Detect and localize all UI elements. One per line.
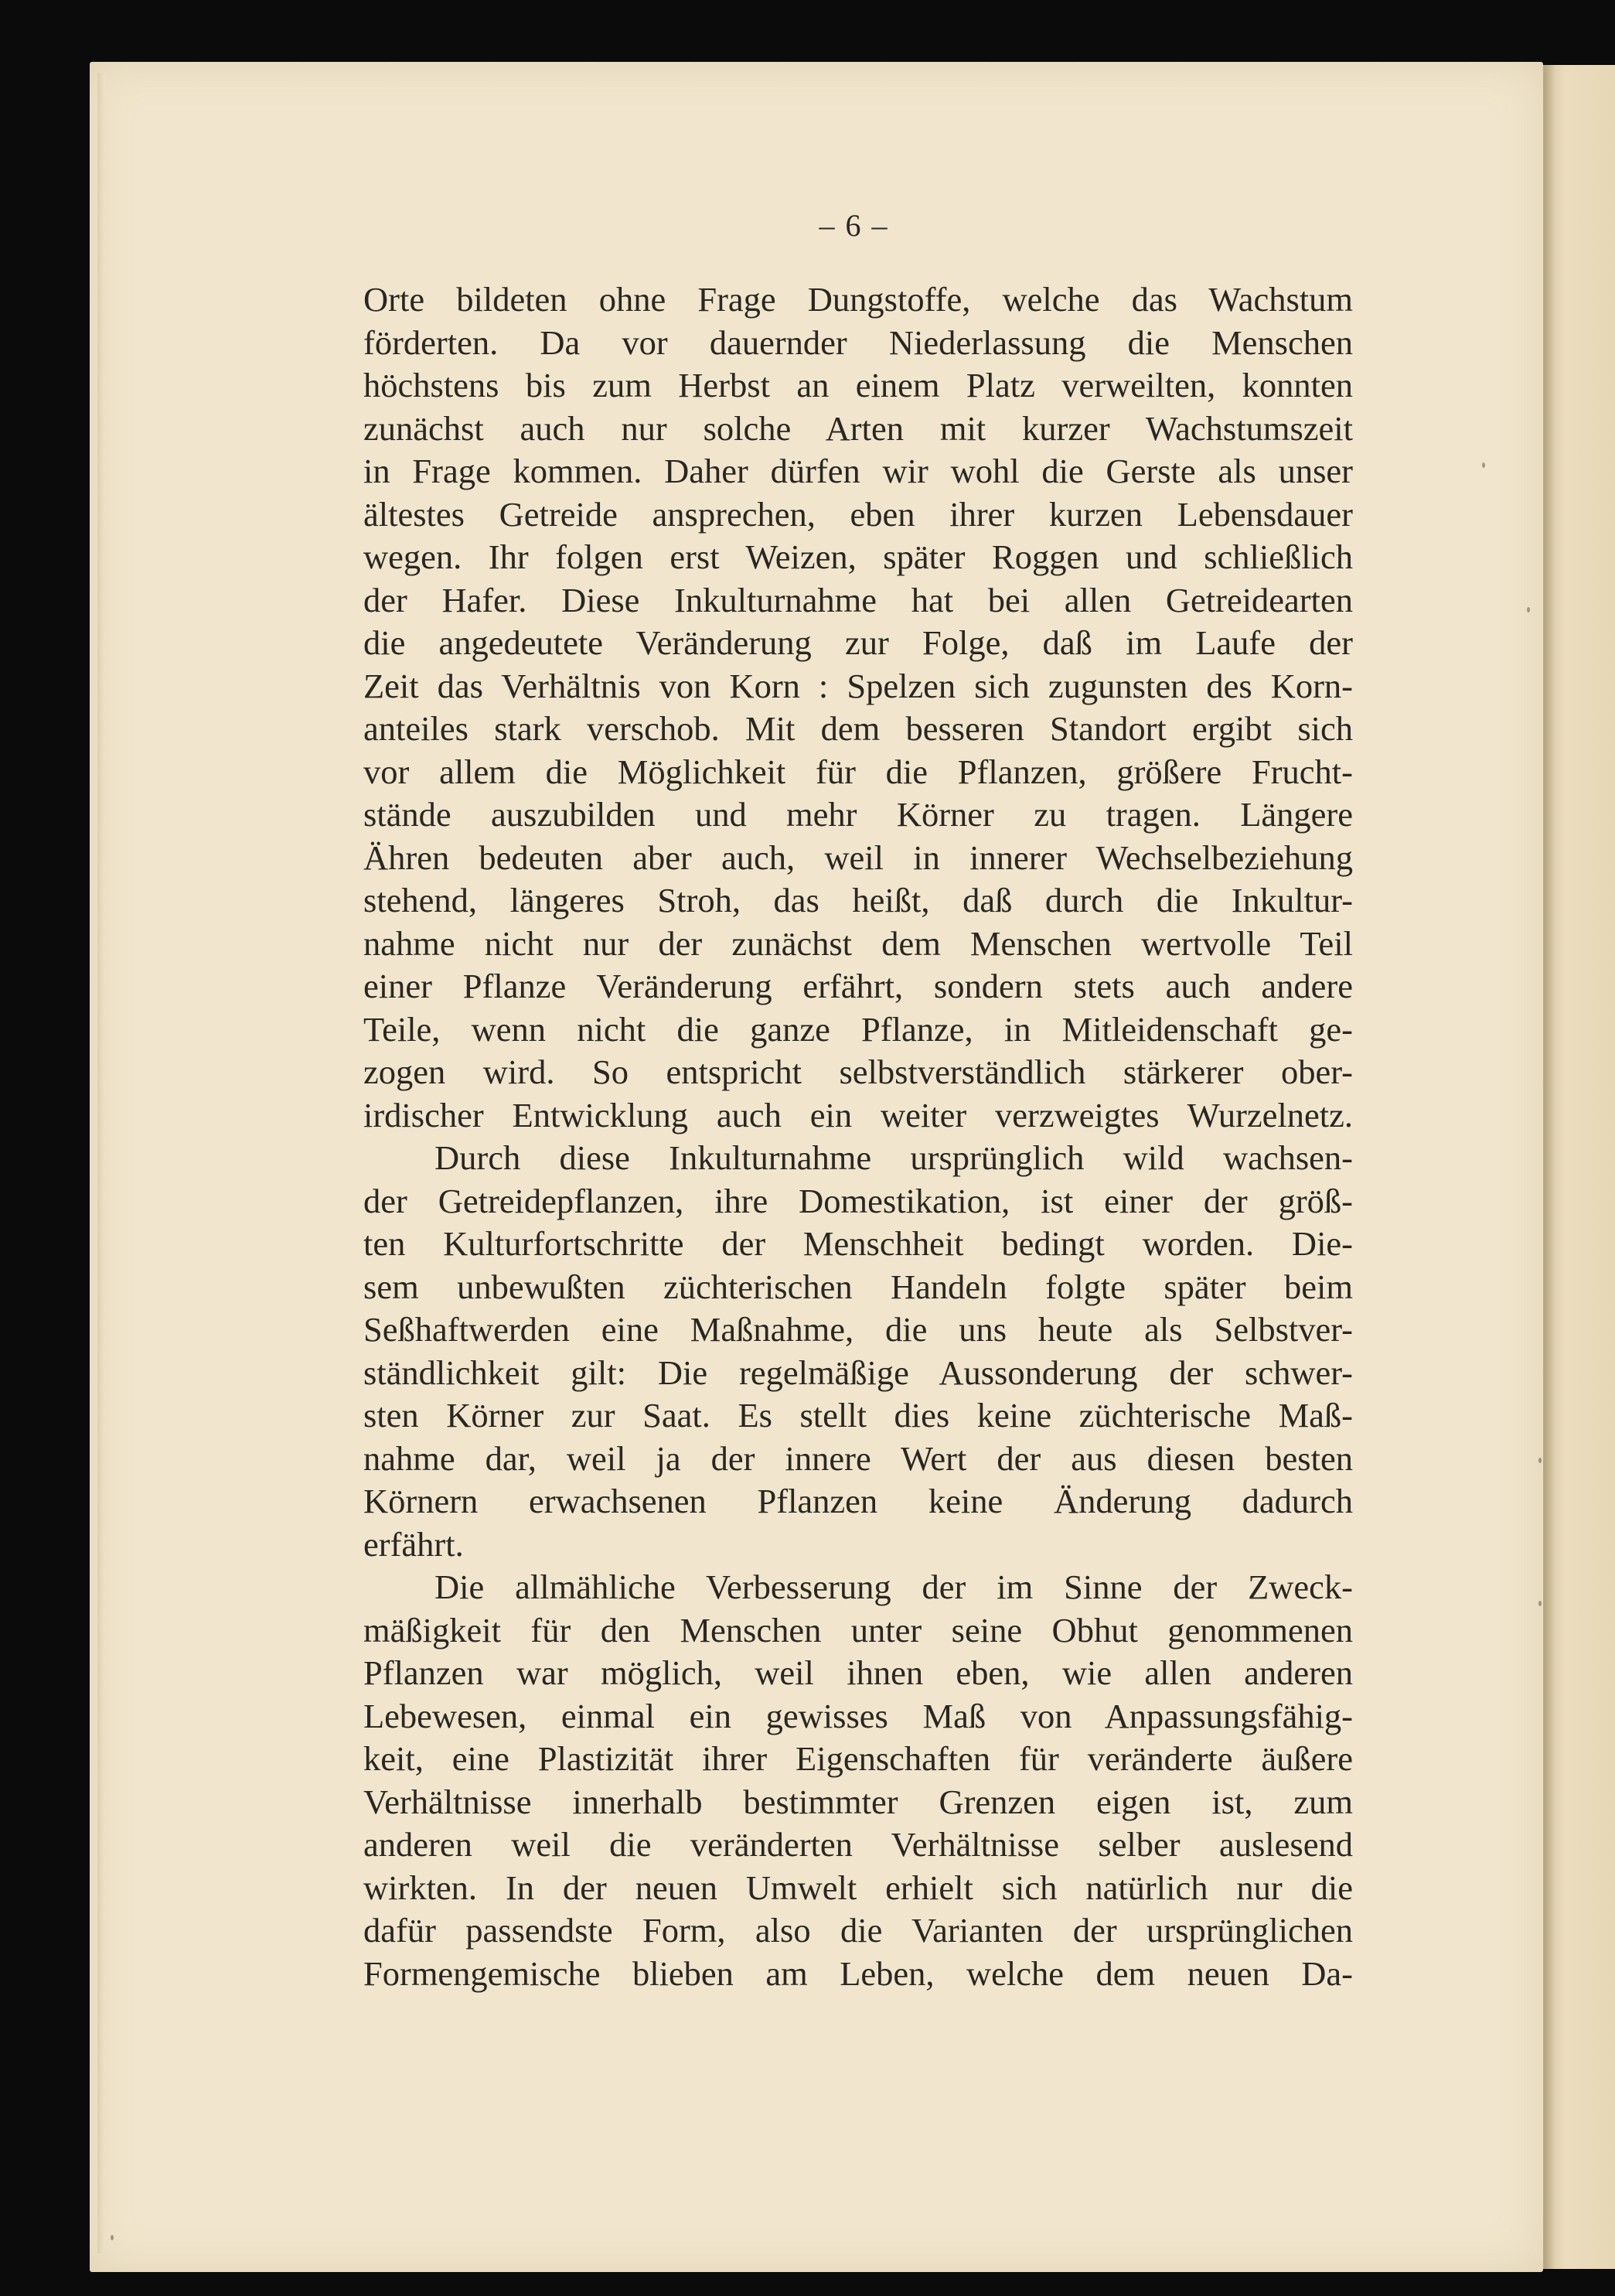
text-line: Orte bildeten ohne Frage Dungstoffe, welche das Wachstum: [363, 280, 1353, 319]
text-line: ständlichkeit gilt: Die regelmäßige Aussonderung der schwer-: [363, 1353, 1353, 1392]
text-line: anderen weil die veränderten Verhältnisse selber auslesend: [363, 1825, 1353, 1864]
text-line: nahme nicht nur der zunächst dem Menschen wertvolle Teil: [363, 923, 1353, 963]
text-line: mäßigkeit für den Menschen unter seine Obhut genommenen: [363, 1610, 1353, 1650]
text-line: förderten. Da vor dauernder Niederlassung die Menschen: [363, 322, 1353, 362]
page-number: – 6 –: [819, 208, 889, 243]
text-line: ten Kulturfortschritte der Menschheit bedingt worden. Die-: [363, 1224, 1353, 1263]
text-line: ältestes Getreide ansprechen, eben ihrer kurzen Lebensdauer: [363, 494, 1353, 534]
text-line: Teile, wenn nicht die ganze Pflanze, in Mitleidenschaft ge-: [363, 1009, 1353, 1049]
text-line: erfährt.: [363, 1524, 464, 1564]
text-line: keit, eine Plastizität ihrer Eigenschaften für veränderte äußere: [363, 1739, 1353, 1778]
paper-speck: [1538, 1458, 1542, 1463]
text-line: Seßhaftwerden eine Maßnahme, die uns heute als Selbstver-: [363, 1310, 1353, 1349]
text-line: höchstens bis zum Herbst an einem Platz verweilten, konnten: [363, 366, 1353, 404]
text-line: in Frage kommen. Daher dürfen wir wohl die Gerste als unser: [363, 452, 1353, 490]
text-line: zogen wird. So entspricht selbstverständlich stärkerer ober-: [363, 1052, 1353, 1091]
text-line: Lebewesen, einmal ein gewisses Maß von Anpassungsfähig-: [363, 1696, 1353, 1735]
paper-speck: [1538, 1601, 1542, 1606]
paper-speck: [111, 2235, 114, 2240]
text-line: der Getreidepflanzen, ihre Domestikation, ist einer der größ-: [363, 1181, 1353, 1220]
text-line: wegen. Ihr folgen erst Weizen, später Roggen und schließlich: [363, 537, 1353, 576]
text-line: der Hafer. Diese Inkulturnahme hat bei allen Getreidearten: [363, 580, 1353, 619]
text-line: dafür passendste Form, also die Varianten der ursprünglichen: [363, 1911, 1353, 1950]
gutter-shadow: [1545, 65, 1555, 2269]
text-line: Ähren bedeuten aber auch, weil in innerer Wechselbeziehung: [363, 838, 1353, 877]
text-line: sem unbewußten züchterischen Handeln folgte später beim: [363, 1267, 1353, 1306]
text-line: Zeit das Verhältnis von Korn : Spelzen sich zugunsten des Korn-: [363, 666, 1353, 705]
text-line: vor allem die Möglichkeit für die Pflanzen, größere Frucht-: [363, 752, 1353, 791]
text-line: Die allmähliche Verbesserung der im Sinne der Zweck-: [434, 1568, 1353, 1606]
text-line: Verhältnisse innerhalb bestimmter Grenzen eigen ist, zum: [363, 1782, 1353, 1821]
text-line: Formengemische blieben am Leben, welche dem neuen Da-: [363, 1953, 1353, 1993]
text-line: Pflanzen war möglich, weil ihnen eben, wie allen anderen: [363, 1653, 1353, 1692]
page-binding-edge: [97, 73, 105, 2253]
text-line: wirkten. In der neuen Umwelt erhielt sich natürlich nur die: [363, 1868, 1353, 1907]
text-line: die angedeutete Veränderung zur Folge, daß im Laufe der: [363, 623, 1353, 662]
text-line: Durch diese Inkulturnahme ursprünglich wild wachsen-: [434, 1138, 1353, 1177]
text-line: einer Pflanze Veränderung erfährt, sondern stets auch andere: [363, 967, 1353, 1005]
text-line: sten Körner zur Saat. Es stellt dies keine züchterische Maß-: [363, 1396, 1353, 1435]
text-line: Körnern erwachsenen Pflanzen keine Änderung dadurch: [363, 1482, 1353, 1520]
text-line: stände auszubilden und mehr Körner zu tragen. Längere: [363, 795, 1353, 834]
adjacent-page-edge: [1543, 65, 1615, 2269]
paper-speck: [1482, 462, 1485, 468]
text-line: anteiles stark verschob. Mit dem besseren Standort ergibt sich: [363, 709, 1353, 748]
text-line: irdischer Entwicklung auch ein weiter verzweigtes Wurzelnetz.: [363, 1095, 1353, 1134]
text-line: nahme dar, weil ja der innere Wert der aus diesen besten: [363, 1438, 1353, 1478]
text-line: stehend, längeres Stroh, das heißt, daß durch die Inkultur-: [363, 881, 1353, 919]
body-text: [363, 278, 1353, 1995]
paper-speck: [1527, 607, 1530, 612]
text-line: zunächst auch nur solche Arten mit kurzer Wachstumszeit: [363, 408, 1353, 448]
